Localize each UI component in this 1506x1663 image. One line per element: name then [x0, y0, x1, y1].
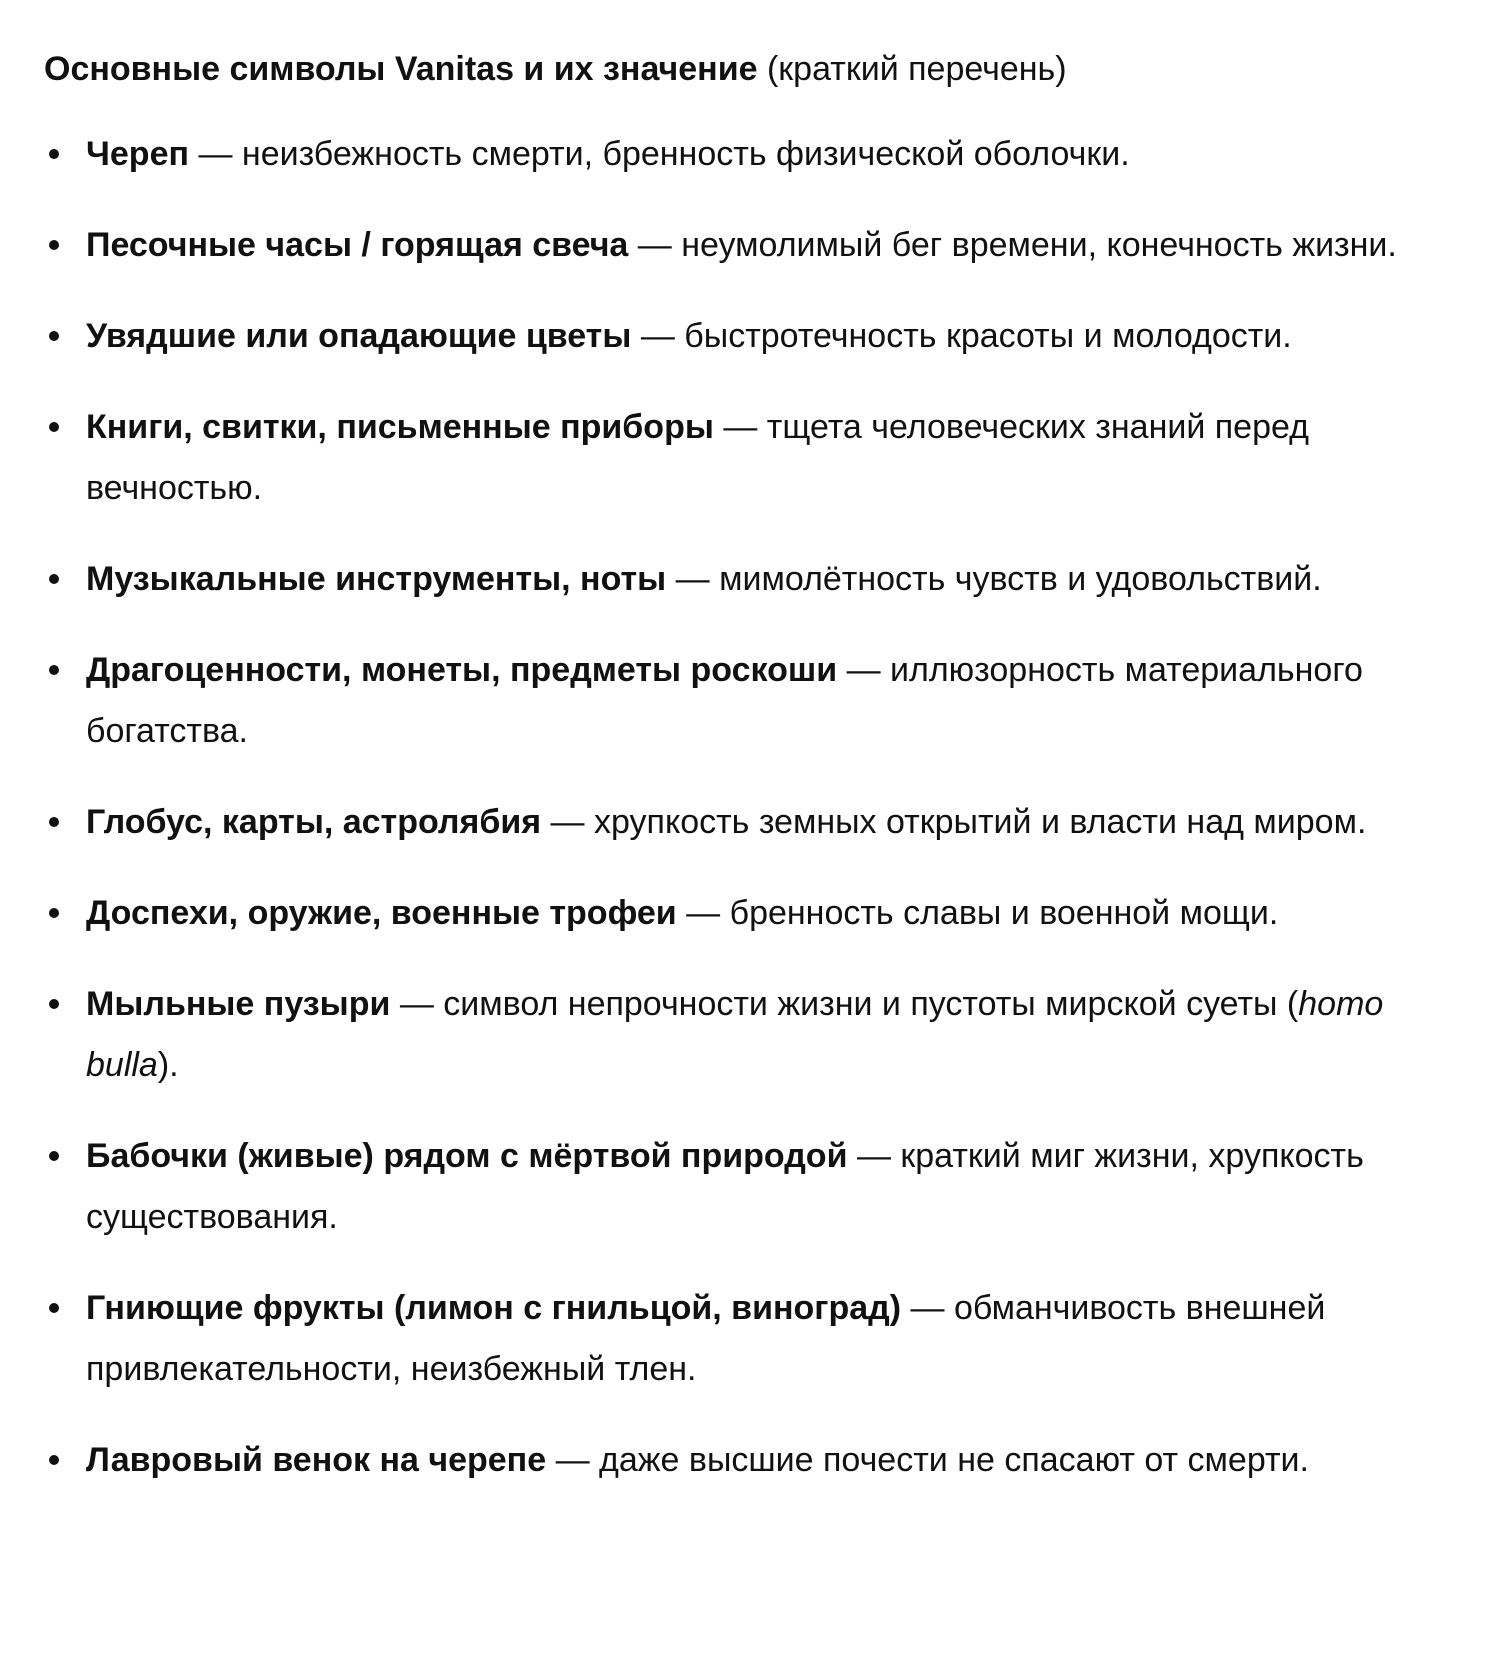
list-item — [44, 1430, 1484, 1491]
bullet-icon — [49, 240, 59, 250]
bullet-icon — [49, 422, 59, 432]
bullet-icon — [49, 999, 59, 1009]
list-item — [44, 215, 1484, 276]
title-bold: Основные символы Vanitas и их значение — [44, 50, 758, 88]
item-term: Драгоценности, монеты, предметы роскоши — [86, 651, 838, 689]
item-dash: — — [555, 1441, 590, 1479]
item-text: символ непрочности жизни и пустоты мирской суеты ( — [443, 985, 1299, 1023]
bullet-icon — [49, 574, 59, 584]
item-dash: — — [675, 560, 710, 598]
item-term: Увядшие или опадающие цветы — [86, 317, 632, 355]
item-term: Книги, свитки, письменные приборы — [86, 408, 714, 446]
list-item — [44, 640, 1484, 762]
bullet-icon — [49, 1303, 59, 1313]
item-text: бренность славы и военной мощи. — [729, 894, 1279, 932]
item-term: Песочные часы / горящая свеча — [86, 226, 629, 264]
item-dash: — — [637, 226, 672, 264]
list-item — [44, 1278, 1484, 1400]
item-text: неизбежность смерти, бренность физической оболочки. — [241, 135, 1130, 173]
item-term: Доспехи, оружие, военные трофеи — [86, 894, 677, 932]
list-item — [44, 124, 1484, 185]
item-text: быстротечность красоты и молодости. — [684, 317, 1292, 355]
list-item — [44, 549, 1484, 610]
list-item — [44, 1126, 1484, 1248]
bullet-icon — [49, 1151, 59, 1161]
bullet-icon — [49, 908, 59, 918]
bullet-icon — [49, 817, 59, 827]
bullet-icon — [49, 149, 59, 159]
item-dash: — — [846, 651, 881, 689]
item-dash: — — [856, 1137, 891, 1175]
item-term: Лавровый венок на черепе — [86, 1441, 547, 1479]
title-note: (краткий перечень) — [766, 50, 1067, 88]
item-dash: — — [723, 408, 758, 446]
item-term: Мыльные пузыри — [86, 985, 391, 1023]
item-text: мимолётность чувств и удовольствий. — [719, 560, 1322, 598]
item-term: Гниющие фрукты (лимон с гнильцой, виноград) — [86, 1289, 902, 1327]
page-title — [44, 38, 1486, 100]
item-term: Глобус, карты, астролябия — [86, 803, 542, 841]
item-text: обманчивость внешней привлекательности, неизбежный тлен. — [86, 1289, 1326, 1388]
item-dash: — — [910, 1289, 945, 1327]
list-item — [44, 306, 1484, 367]
list-item — [44, 974, 1484, 1096]
bullet-icon — [49, 665, 59, 675]
item-term: Череп — [86, 135, 190, 173]
item-text: хрупкость земных открытий и власти над миром. — [594, 803, 1367, 841]
item-text: иллюзорность материального богатства. — [86, 651, 1363, 750]
bullet-icon — [49, 1455, 59, 1465]
item-text: краткий миг жизни, хрупкость существования. — [86, 1137, 1364, 1236]
list-item — [44, 883, 1484, 944]
item-term: Бабочки (живые) рядом с мёртвой природой — [86, 1137, 848, 1175]
symbols-list — [44, 124, 1486, 1491]
list-item — [44, 792, 1484, 853]
item-text: тщета человеческих знаний перед вечностью. — [86, 408, 1310, 507]
item-dash: — — [686, 894, 721, 932]
item-term: Музыкальные инструменты, ноты — [86, 560, 667, 598]
item-latin-term: homo bulla — [86, 985, 1384, 1084]
item-dash: — — [640, 317, 675, 355]
item-dash: — — [198, 135, 233, 173]
bullet-icon — [49, 331, 59, 341]
item-text: неумолимый бег времени, конечность жизни. — [681, 226, 1397, 264]
item-dash: — — [399, 985, 434, 1023]
item-text: даже высшие почести не спасают от смерти. — [599, 1441, 1309, 1479]
list-item — [44, 397, 1484, 519]
item-dash: — — [550, 803, 585, 841]
item-text-tail: ). — [157, 1046, 179, 1084]
